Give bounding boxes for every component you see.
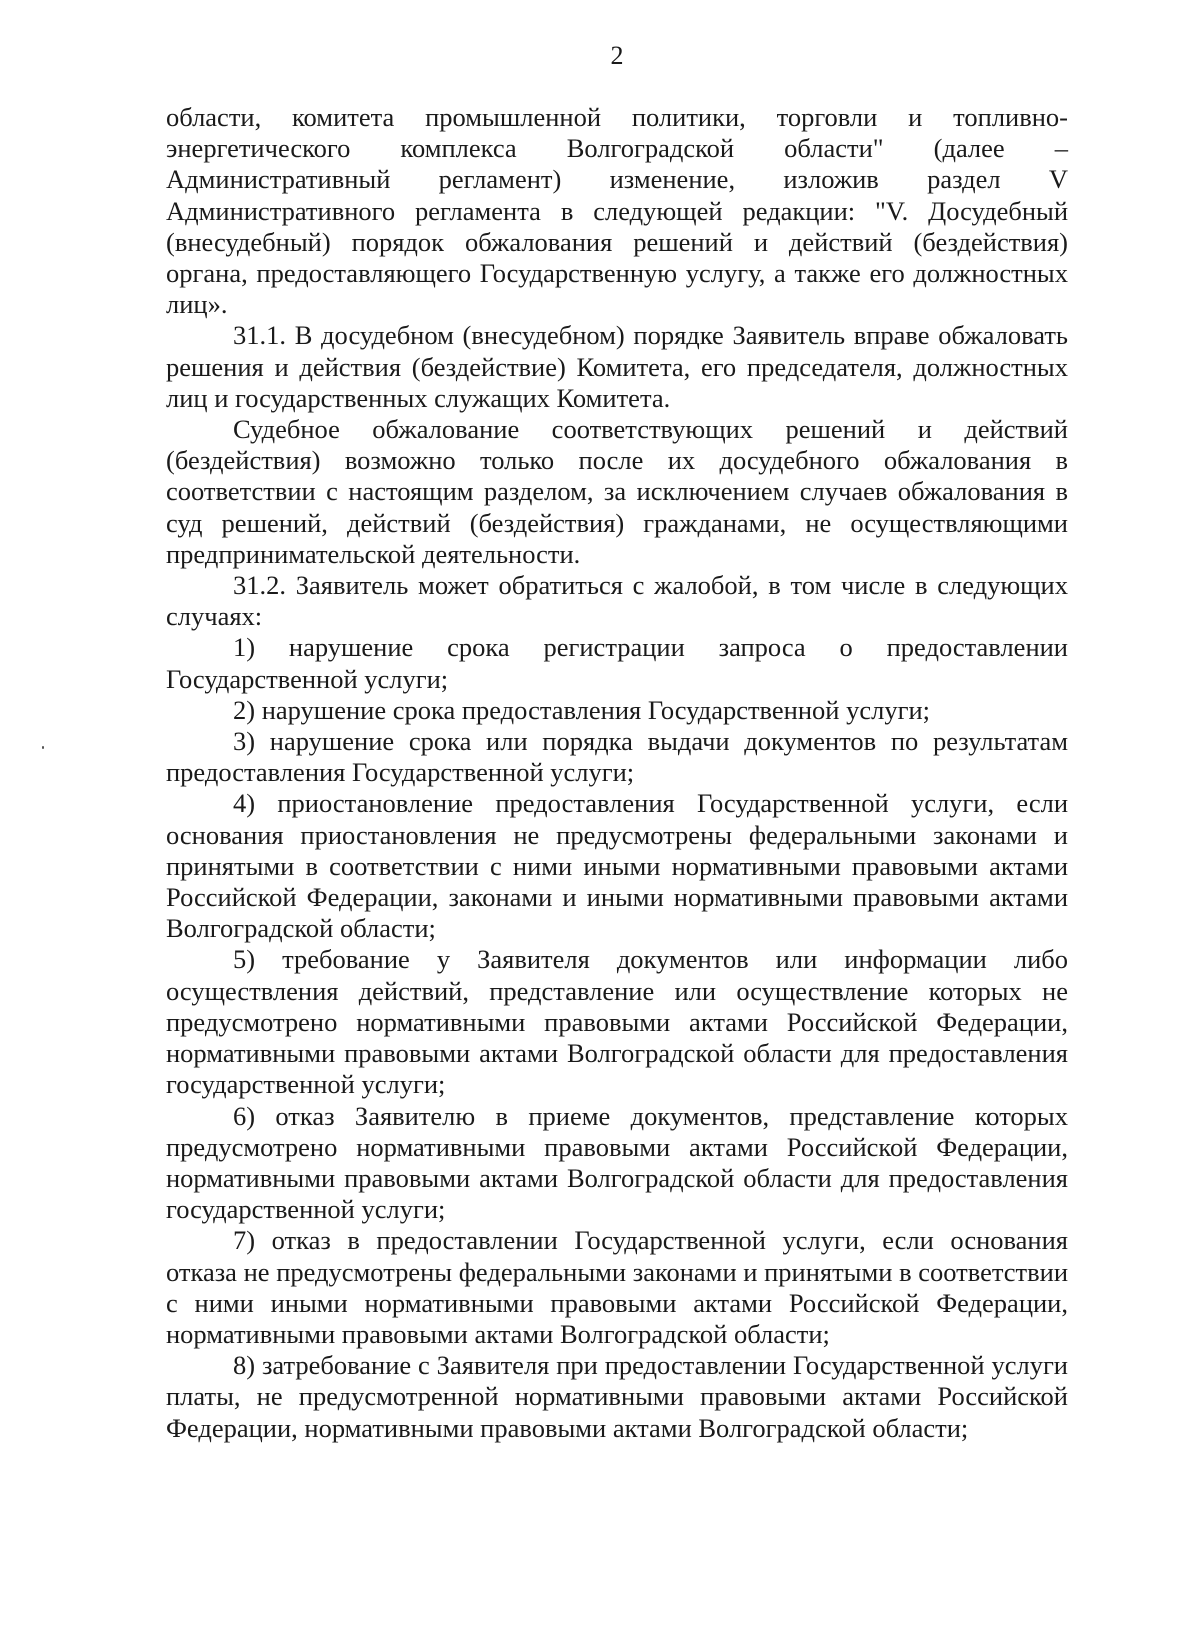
page-number: 2 xyxy=(610,41,624,70)
list-item-7: 7) отказ в предоставлении Государственной услуги, если основания отказа не предусмотрены федеральными законами и принятыми в соответствии с ними иными нормативными правовыми актами Российской Федерации, нормативными правовыми актами Волгоградской области; xyxy=(166,1225,1068,1349)
list-item-4: 4) приостановление предоставления Государственной услуги, если основания приостановления не предусмотрены федеральными законами и принятыми в соответствии с ними иными нормативными правовыми актами Российской Федерации, законами и иными нормативными правовыми актами Волгоградской области; xyxy=(166,788,1068,944)
scan-speck xyxy=(42,746,44,749)
list-item-2: 2) нарушение срока предоставления Государственной услуги; xyxy=(233,694,930,725)
paragraph-31-1: 31.1. В досудебном (внесудебном) порядке Заявитель вправе обжаловать решения и действия (бездействие) Комитета, его председателя, должностных лиц и государственных служащих Комитета. xyxy=(166,320,1068,413)
list-item-1: 1) нарушение срока регистрации запроса о предоставлении Государственной услуги; xyxy=(166,632,1068,694)
document-body xyxy=(166,102,1068,1444)
list-item-3: 3) нарушение срока или порядка выдачи документов по результатам предоставления Государственной услуги; xyxy=(166,726,1068,788)
paragraph-31-2: 31.2. Заявитель может обратиться с жалобой, в том числе в следующих случаях: xyxy=(166,570,1068,632)
list-item-8: 8) затребование с Заявителя при предоставлении Государственной услуги платы, не предусмотренной нормативными правовыми актами Российской Федерации, нормативными правовыми актами Волгоградской области; xyxy=(166,1350,1068,1443)
list-item-5: 5) требование у Заявителя документов или информации либо осуществления действий, представление или осуществление которых не предусмотрено нормативными правовыми актами Российской Федерации, нормативными правовыми актами Волгоградской области для предоставления государственной услуги; xyxy=(166,944,1068,1100)
list-item-6: 6) отказ Заявителю в приеме документов, представление которых предусмотрено нормативными правовыми актами Российской Федерации, нормативными правовыми актами Волгоградской области для предоставления государственной услуги; xyxy=(166,1100,1068,1225)
paragraph-intro: области, комитета промышленной политики, торговли и топливно-энергетического комплекса Волгоградской области" (далее – Административный регламент) изменение, изложив раздел V Административного регламента в следующей редакции: "V. Досудебный (внесудебный) порядок обжалования решений и действий (бездействия) органа, предоставляющего Государственную услугу, а также его должностных лиц». xyxy=(166,102,1068,320)
paragraph-judicial-appeal: Судебное обжалование соответствующих решений и действий (бездействия) возможно только после их досудебного обжалования в соответствии с настоящим разделом, за исключением случаев обжалования в суд решений, действий (бездействия) гражданами, не осуществляющими предпринимательской деятельности. xyxy=(166,414,1068,569)
